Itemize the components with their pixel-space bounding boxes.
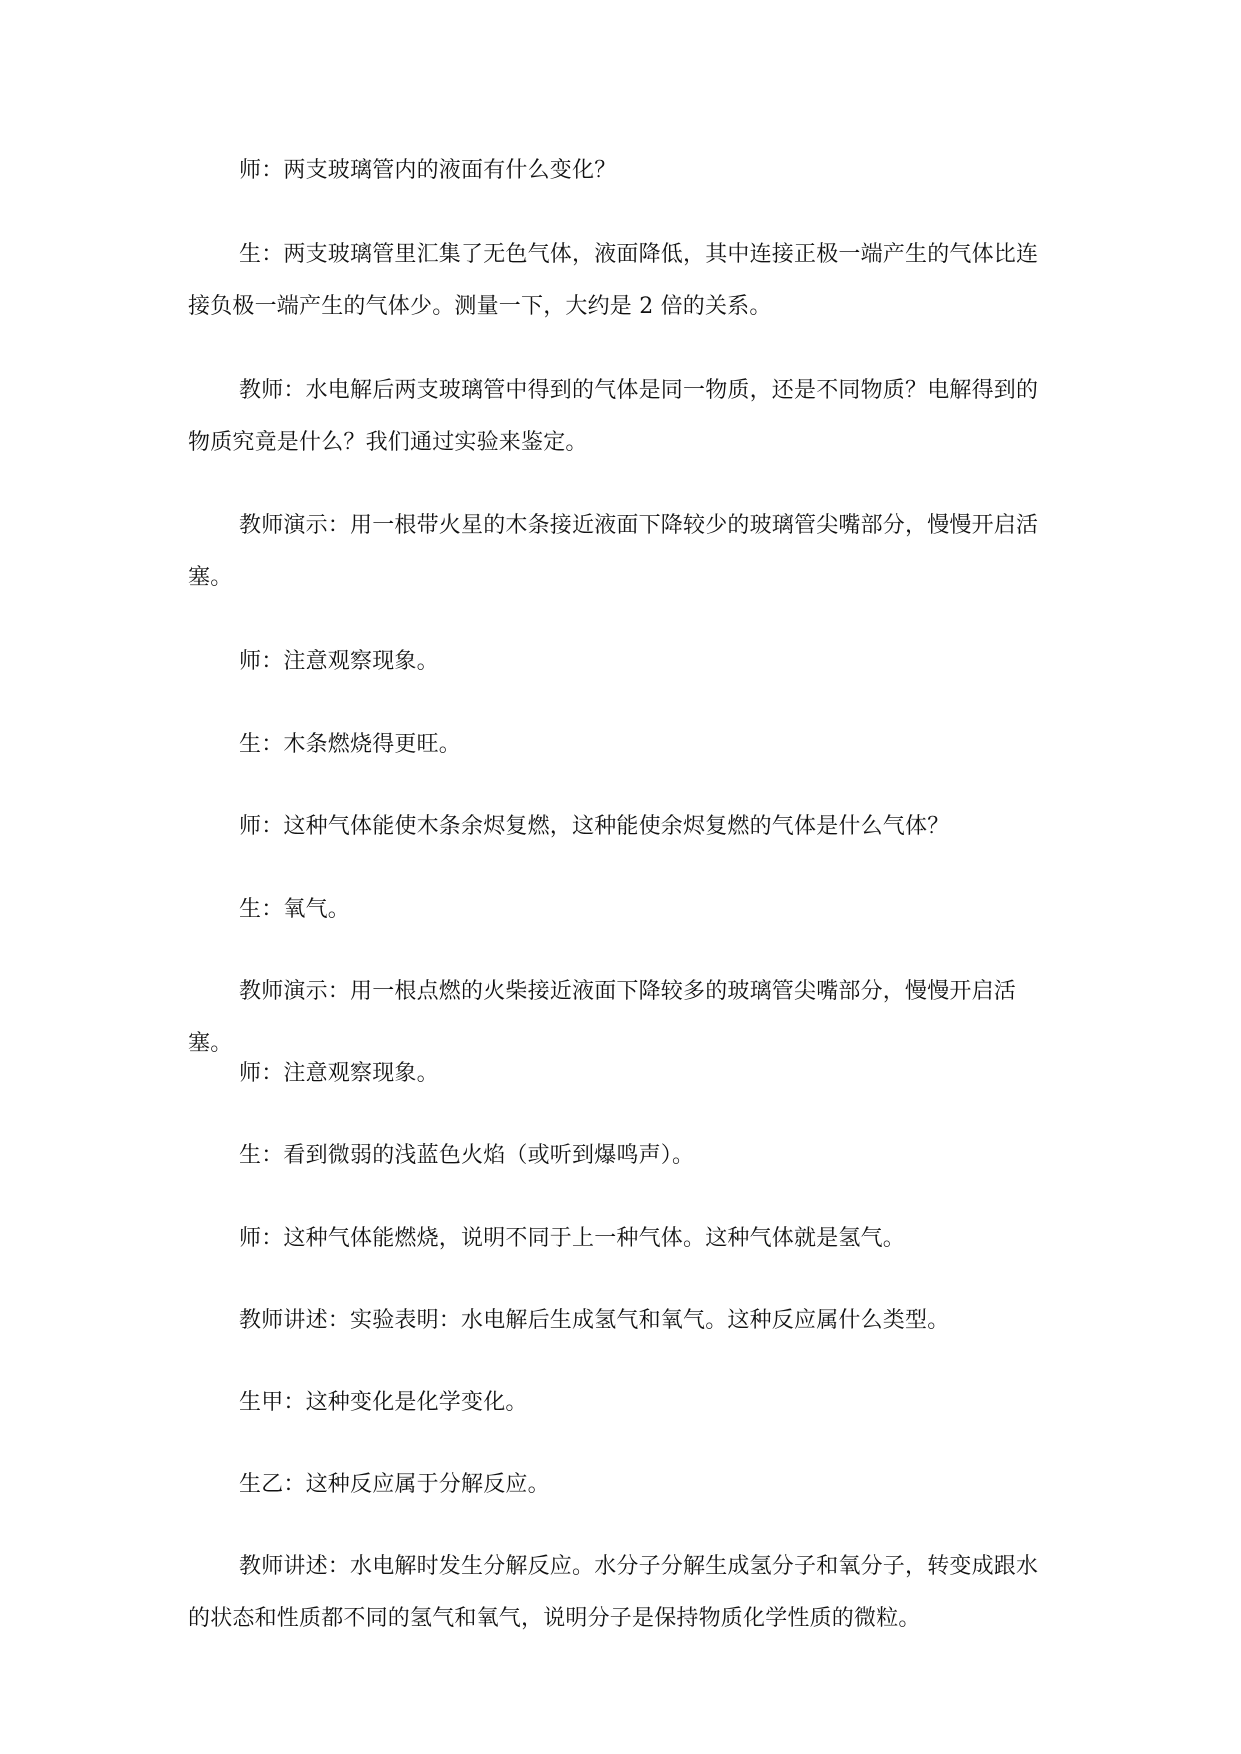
paragraph-7: 师：这种气体能使木条余烬复燃，这种能使余烬复燃的气体是什么气体？: [239, 814, 950, 839]
paragraph-3: 教师：水电解后两支玻璃管中得到的气体是同一物质，还是不同物质？电解得到的物质究竟是什么？我们通过实验来鉴定。: [188, 378, 1039, 455]
paragraph-16: 教师讲述：水电解时发生分解反应。水分子分解生成氢分子和氧分子，转变成跟水的状态和性质都不同的氢气和氧气，说明分子是保持物质化学性质的微粒。: [188, 1554, 1039, 1631]
paragraph-9: 教师演示：用一根点燃的火柴接近液面下降较多的玻璃管尖嘴部分，慢慢开启活塞。: [188, 979, 1017, 1056]
paragraph-4: 教师演示：用一根带火星的木条接近液面下降较少的玻璃管尖嘴部分，慢慢开启活塞。: [188, 513, 1039, 590]
paragraph-14: 生甲：这种变化是化学变化。: [239, 1390, 528, 1415]
paragraph-8: 生：氧气。: [239, 897, 351, 922]
paragraph-11: 生：看到微弱的浅蓝色火焰（或听到爆鸣声）。: [239, 1143, 695, 1168]
paragraph-10: 师：注意观察现象。: [239, 1061, 439, 1086]
paragraph-2: 生：两支玻璃管里汇集了无色气体，液面降低，其中连接正极一端产生的气体比连接负极一端产生的气体少。测量一下，大约是 2 倍的关系。: [188, 242, 1039, 319]
paragraph-1: 师：两支玻璃管内的液面有什么变化？: [239, 158, 617, 183]
paragraph-5: 师：注意观察现象。: [239, 649, 439, 674]
paragraph-13: 教师讲述：实验表明：水电解后生成氢气和氧气。这种反应属什么类型。: [239, 1308, 950, 1333]
paragraph-12: 师：这种气体能燃烧，说明不同于上一种气体。这种气体就是氢气。: [239, 1226, 906, 1251]
paragraph-6: 生：木条燃烧得更旺。: [239, 732, 462, 757]
paragraph-15: 生乙：这种反应属于分解反应。: [239, 1472, 550, 1497]
